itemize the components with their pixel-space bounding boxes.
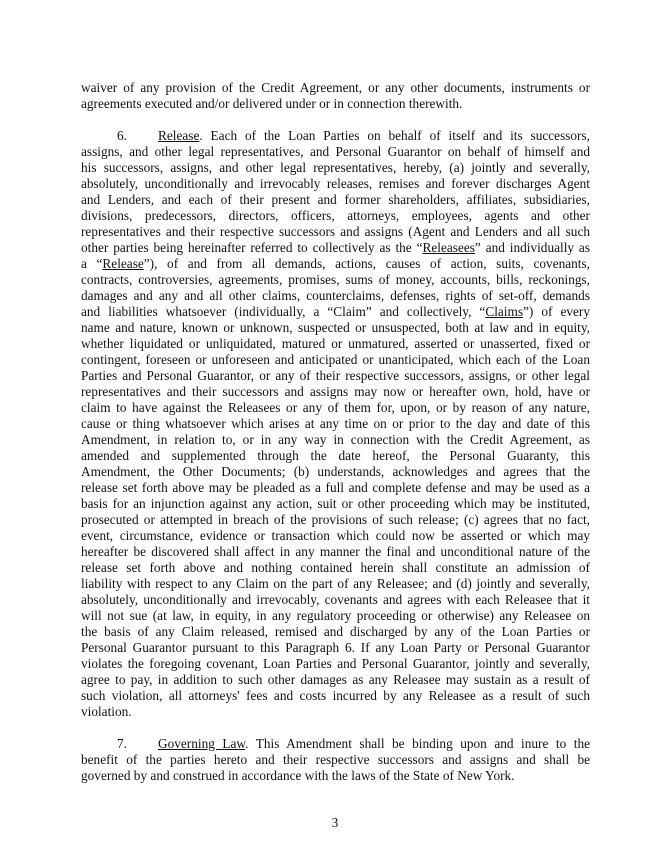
section-7-last-line: governed by and construed in accordance with the laws of the State of New York.: [81, 768, 515, 783]
intro-line-2: agreements executed and/or delivered under or in connection therewith.: [81, 96, 463, 111]
section-6-line: release set forth above and nothing contained herein shall constitute an admission of: [81, 560, 590, 575]
claims-definition-line: [81, 304, 590, 320]
section-6-line: name and nature, known or unknown, suspected or unsuspected, both at law and in equity,: [81, 320, 590, 335]
releasees-line-after: ” and individually as: [474, 240, 590, 255]
section-6-line: Amendment, the Other Documents; (b) understands, acknowledges and agrees that the: [81, 464, 590, 479]
section-6-line: Parties and Personal Guarantor, or any of their respective successors, assigns, or other legal: [81, 368, 590, 383]
section-7-heading: Governing Law: [158, 736, 246, 751]
releasees-definition-line: [81, 240, 590, 256]
section-6-line: will not sue (at law, in equity, in any regulatory proceeding or otherwise) any Releasee on: [81, 608, 590, 623]
releasees-term: Releasees: [422, 240, 475, 255]
claims-line-before: and liabilities whatsoever (individually, a “Claim” and collectively, “: [81, 304, 486, 319]
section-7-first-line-rest: . This Amendment shall be binding upon and inure to the: [245, 736, 590, 751]
section-6-line: release set forth above may be pleaded as a full and complete defense and may be used as a: [81, 480, 590, 495]
section-6-line: such violation, all attorneys' fees and costs incurred by any Releasee as a result of such: [81, 688, 590, 703]
section-6-heading: Release: [158, 128, 200, 143]
section-6-line: amended and supplemented through the date hereof, the Personal Guaranty, this: [81, 448, 590, 463]
section-6-line: Amendment, in relation to, or in any way in connection with the Credit Agreement, as: [81, 432, 590, 447]
section-6-line: event, circumstance, evidence or transaction which could now be asserted or which may: [81, 528, 590, 543]
release-line-after: ”), of and from all demands, actions, causes of action, suits, covenants,: [143, 256, 590, 271]
section-6-line: representatives and their successors and assigns may now or hereafter own, hold, have or: [81, 384, 590, 399]
section-6-line: his successors, assigns, and other legal representatives, hereby, (a) jointly and severally,: [81, 160, 590, 175]
section-7-line: benefit of the parties hereto and their respective successors and assigns and shall be: [81, 752, 590, 767]
release-term: Release: [102, 256, 144, 271]
section-6-first-line-rest: . Each of the Loan Parties on behalf of itself and its successors,: [199, 128, 590, 143]
section-6-line: representatives and their respective successors and assigns (Agent and Lenders and all such: [81, 224, 590, 239]
release-line-before: a “: [81, 256, 103, 271]
section-6-line: assigns, and other legal representatives, and Personal Guarantor on behalf of himself and: [81, 144, 590, 159]
section-6-line: Personal Guarantor pursuant to this Paragraph 6. If any Loan Party or Personal Guarantor: [81, 640, 590, 655]
section-7-number: 7.: [117, 736, 127, 751]
claims-line-after: ”) of every: [523, 304, 590, 319]
section-6-last-line: violation.: [81, 704, 132, 719]
section-6-line: and Lenders, and each of their present and former shareholders, affiliates, subsidiaries,: [81, 192, 590, 207]
section-6-number: 6.: [117, 128, 127, 143]
section-6-line: claim to have against the Releasees or any of them for, upon, or by reason of any nature,: [81, 400, 590, 415]
section-6-line: absolutely, unconditionally and irrevocably releases, remises and forever discharges Agent: [81, 176, 590, 191]
section-6-first-line: [158, 128, 590, 144]
section-6-line: the basis of any Claim released, remised and discharged by any of the Loan Parties or: [81, 624, 590, 639]
section-6-line: contracts, controversies, agreements, promises, sums of money, accounts, bills, reckonings,: [81, 272, 590, 287]
section-6-line: cause or thing whatsoever which arises at any time on or prior to the day and date of this: [81, 416, 590, 431]
section-6-line: prosecuted or attempted in breach of the provisions of such release; (c) agrees that no fact,: [81, 512, 590, 527]
section-6-line: agree to pay, in addition to such other damages as any Releasee may sustain as a result of: [81, 672, 590, 687]
releasees-line-before: other parties being hereinafter referred to collectively as the “: [81, 240, 423, 255]
intro-line-1: waiver of any provision of the Credit Agreement, or any other documents, instruments or: [81, 80, 590, 95]
page-number: 3: [331, 815, 339, 830]
release-definition-line: [81, 256, 590, 272]
section-6-line: divisions, predecessors, directors, officers, attorneys, employees, agents and other: [81, 208, 590, 223]
claims-term: Claims: [485, 304, 524, 319]
section-7-first-line: [158, 736, 590, 752]
section-6-line: liability with respect to any Claim on the part of any Releasee; and (d) jointly and severally,: [81, 576, 590, 591]
section-6-line: basis for an injunction against any action, suit or other proceeding which may be instituted,: [81, 496, 590, 511]
section-6-line: damages and any and all other claims, counterclaims, defenses, rights of set-off, demands: [81, 288, 590, 303]
section-6-line: hereafter be discovered shall affect in any manner the final and unconditional nature of the: [81, 544, 590, 559]
section-6-line: absolutely, unconditionally and irrevocably, covenants and agrees with each Releasee that it: [81, 592, 590, 607]
section-6-line: contingent, foreseen or unforeseen and anticipated or unanticipated, which each of the Loan: [81, 352, 590, 367]
section-6-line: whether liquidated or unliquidated, matured or unmatured, asserted or unasserted, fixed or: [81, 336, 590, 351]
section-6-line: violates the foregoing covenant, Loan Parties and Personal Guarantor, jointly and severally,: [81, 656, 590, 671]
